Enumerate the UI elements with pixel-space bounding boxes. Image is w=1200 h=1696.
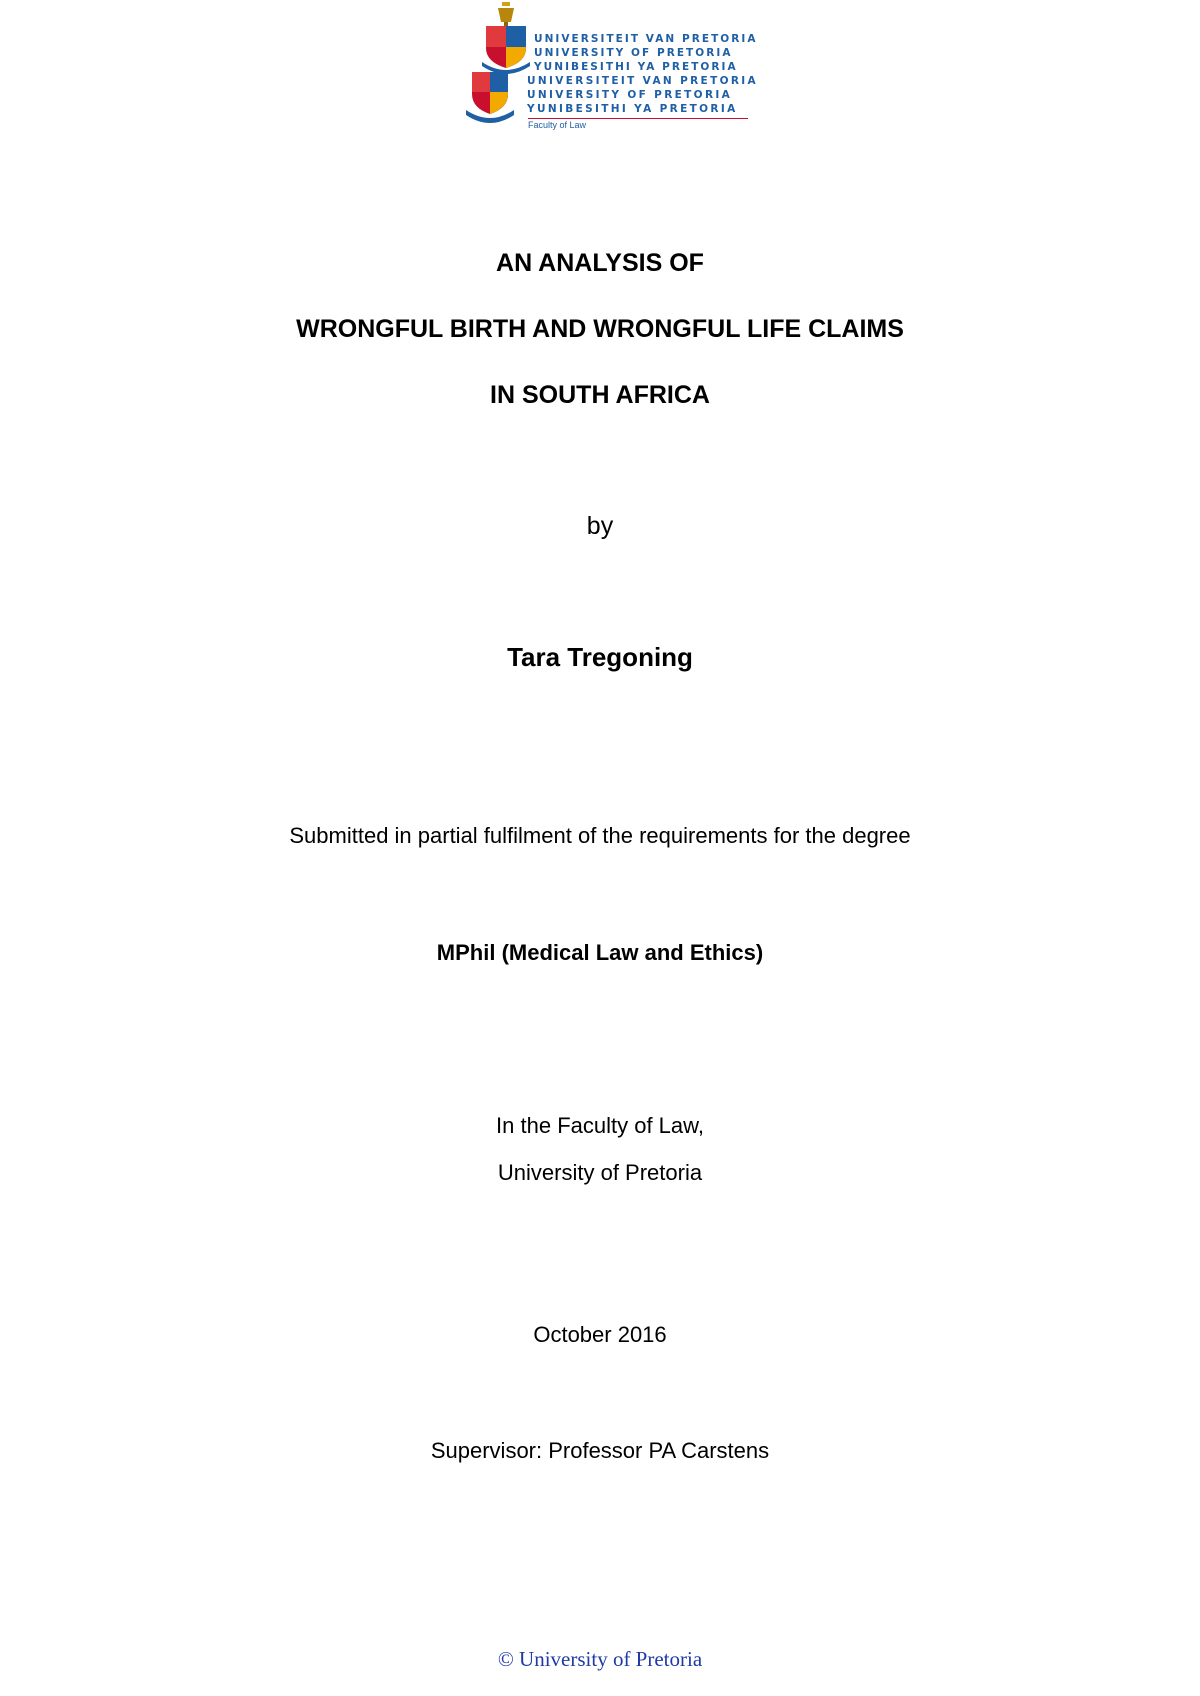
logo-faculty-label: Faculty of Law [528, 120, 587, 130]
logo-divider [528, 118, 748, 119]
university-line: University of Pretoria [497, 1160, 703, 1185]
supervisor-line: Supervisor: Professor PA Carstens [430, 1438, 770, 1463]
faculty-line: In the Faculty of Law, [496, 1113, 704, 1138]
title-line-3: IN SOUTH AFRICA [490, 381, 710, 409]
author-name: Tara Tregoning [507, 642, 693, 672]
university-logo [464, 0, 764, 140]
logo-text-bottom [527, 74, 758, 116]
logo-line: YUNIBESITHI YA PRETORIA [534, 61, 738, 73]
university-crest-icon [464, 70, 516, 128]
logo-line: UNIVERSITY OF PRETORIA [534, 47, 733, 59]
degree-name: MPhil (Medical Law and Ethics) [436, 940, 764, 965]
logo-line: YUNIBESITHI YA PRETORIA [527, 103, 738, 115]
title-line-1: AN ANALYSIS OF [496, 249, 704, 277]
logo-line: UNIVERSITEIT VAN PRETORIA [534, 33, 758, 45]
title-line-2: WRONGFUL BIRTH AND WRONGFUL LIFE CLAIMS [296, 315, 904, 343]
logo-text-top [534, 32, 758, 74]
copyright-footer: © University of Pretoria [497, 1647, 703, 1671]
university-crest-icon [480, 0, 532, 74]
logo-line: UNIVERSITEIT VAN PRETORIA [527, 75, 759, 87]
logo-line: UNIVERSITY OF PRETORIA [527, 89, 733, 101]
by-label: by [586, 512, 614, 540]
submission-statement: Submitted in partial fulfilment of the requirements for the degree [289, 823, 911, 848]
submission-date: October 2016 [533, 1322, 667, 1347]
